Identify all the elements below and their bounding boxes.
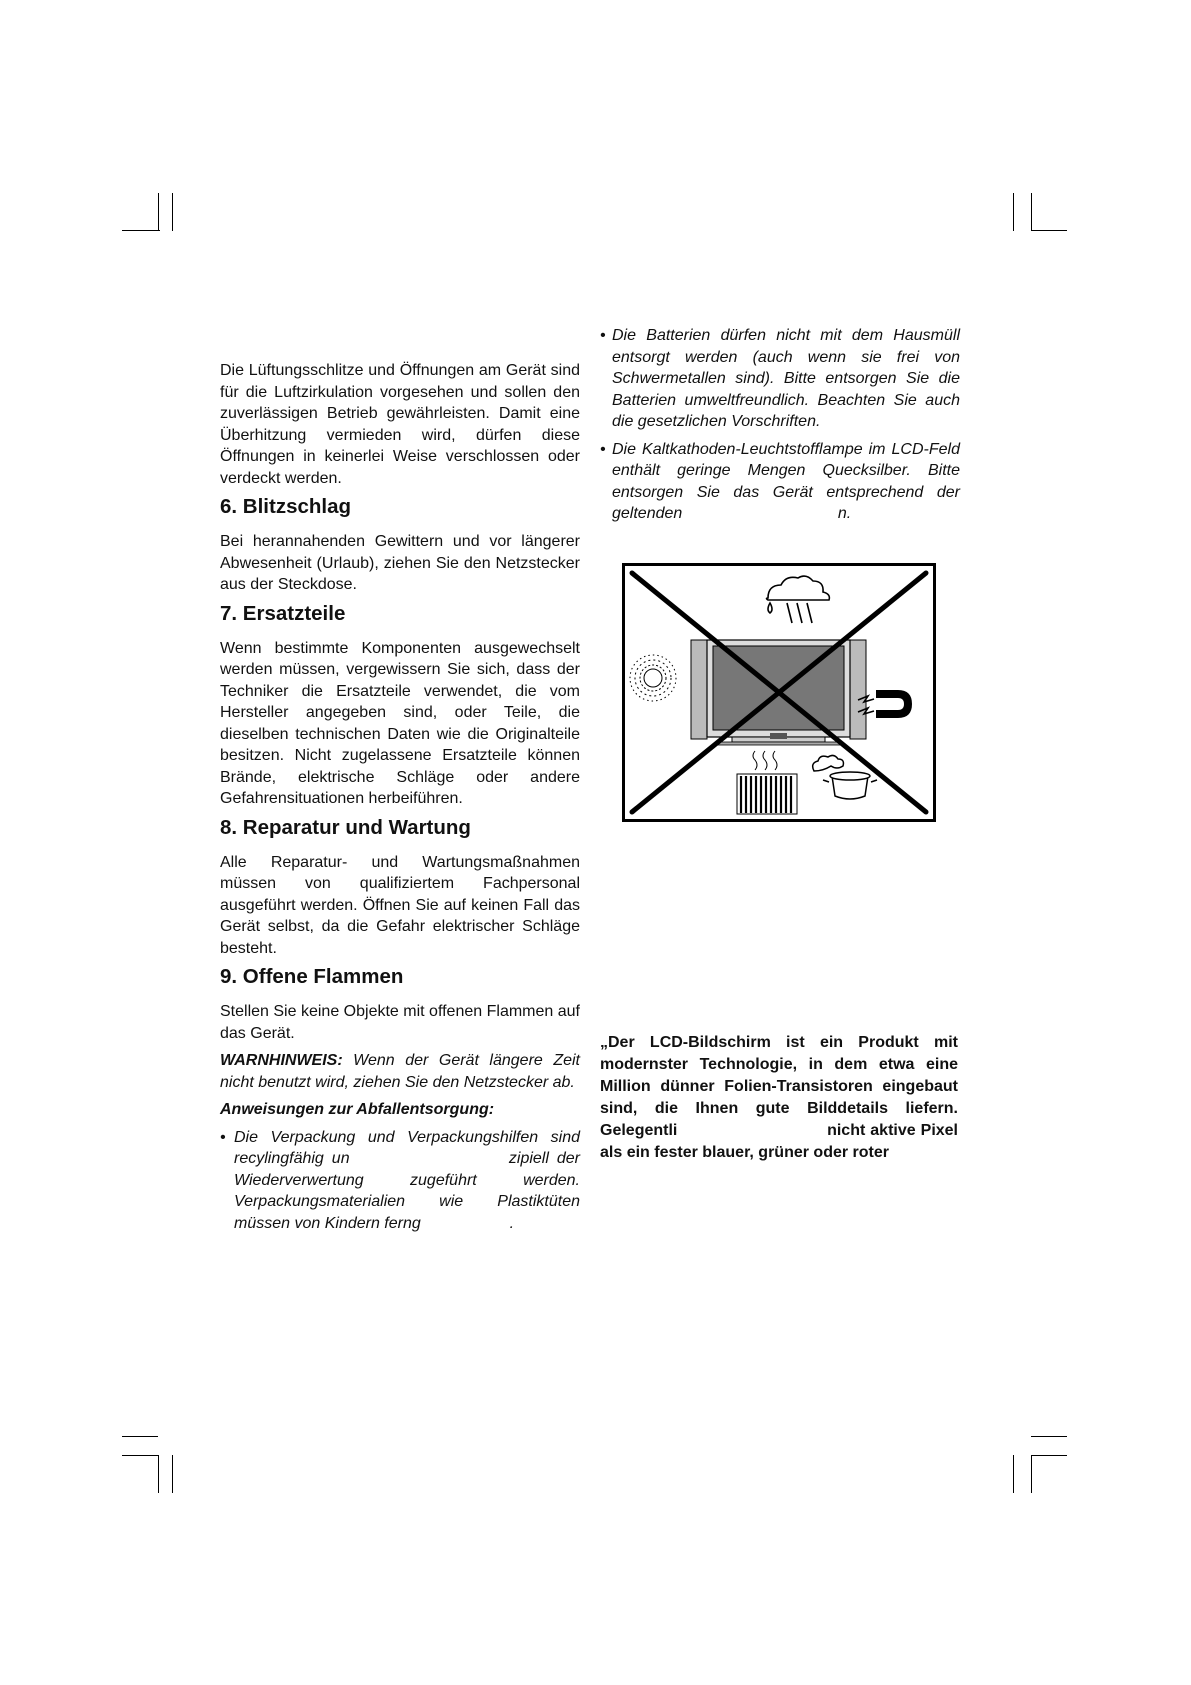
lcd-note xyxy=(600,1032,963,1170)
section-heading-spare-parts: 7. Ersatzteile xyxy=(220,601,346,625)
crop-mark xyxy=(172,1455,173,1493)
disposal-heading: Anweisungen zur Abfallentsorgung: xyxy=(220,1101,495,1118)
repair-paragraph: Alle Reparatur- und Wartungsmaßnahmen müssen von qualifiziertem Fachpersonal ausgeführt werden. Öffnen Sie auf keinen Fall das Gerät selbst, da die Gefahr elektrischer Schläge besteht. xyxy=(220,853,580,957)
warning-label: WARNHINWEIS: xyxy=(220,1052,343,1069)
crop-mark xyxy=(1031,230,1067,231)
crop-mark xyxy=(122,1455,158,1456)
right-column xyxy=(600,325,965,531)
crop-mark xyxy=(122,230,160,231)
warning-paragraph xyxy=(220,1050,580,1093)
ventilation-paragraph: Die Lüftungsschlitze und Öffnungen am Gerät sind für die Luftzirkulation vorgesehen und sollen den zuverlässigen Betrieb gewährleisten. Damit eine Überhitzung vermieden wird, dürfen diese Öffnungen in keinerlei Weise verschlossen oder verdeckt werden. xyxy=(220,362,580,487)
crop-mark xyxy=(1031,1455,1032,1493)
crop-mark xyxy=(172,193,173,231)
section-heading-lightning: 6. Blitzschlag xyxy=(220,495,352,518)
batteries-bullet: • Die Batterien dürfen nicht mit dem Hausmüll entsorgt werden (auch wenn sie frei von Schwermetallen sind). Bitte entsorgen Sie die Batterien umweltfreundlich. Beachten Sie auch die gesetzlichen Vorschriften. xyxy=(600,325,960,433)
section-heading-repair: 8. Reparatur und Wartung xyxy=(220,815,471,839)
section-heading-open-flames: 9. Offene Flammen xyxy=(220,965,404,988)
crop-mark xyxy=(1031,1436,1067,1437)
crop-mark xyxy=(158,193,159,231)
crop-mark xyxy=(1031,193,1032,231)
spare-parts-paragraph: Wenn bestimmte Komponenten ausgewechselt werden müssen, vergewissern Sie sich, dass der Techniker die Ersatzteile verwendet, die vom Hersteller angegeben sind, oder Teile, die dieselben technischen Daten wie die Originalteile besitzen. Nicht zugelassene Ersatzteile können Brände, elektrische Schläge oder andere Gefahrensituationen herbeiführen. xyxy=(220,639,580,807)
crop-mark xyxy=(1013,193,1014,231)
packaging-bullet: • Die Verpackung und Verpackungshilfen sind recylingfähig un zipiell der Wiederverwertung zugeführt werden. Verpackungsmaterialien wie Plastiktüten müssen von Kindern ferng . xyxy=(220,1127,580,1235)
crop-mark xyxy=(122,1436,158,1437)
left-column xyxy=(220,360,585,1240)
open-flames-paragraph: Stellen Sie keine Objekte mit offenen Flammen auf das Gerät. xyxy=(220,1003,580,1042)
lightning-paragraph: Bei herannahenden Gewittern und vor längerer Abwesenheit (Urlaub), ziehen Sie den Netzstecker aus der Steckdose. xyxy=(220,533,580,593)
hazard-illustration xyxy=(622,563,936,822)
crop-mark xyxy=(1013,1455,1014,1493)
lamp-bullet: • Die Kaltkathoden-Leuchtstofflampe im LCD-Feld enthält geringe Mengen Quecksilber. Bitte entsorgen Sie das Gerät entsprechend der geltenden n. xyxy=(600,439,960,525)
crop-mark xyxy=(1031,1455,1067,1456)
crop-mark xyxy=(158,1455,159,1493)
lcd-note-paragraph: „Der LCD-Bildschirm ist ein Produkt mit modernster Technologie, in dem etwa eine Million dünner Folien-Transistoren eingebaut sind, die Ihnen gute Bilddetails liefern. Gelegentli nicht aktive Pixel als ein fester blauer, grüner oder roter xyxy=(600,1034,963,1161)
warning-text: Wenn der Gerät längere Zeit nicht benutzt wird, ziehen Sie den Netzstecker ab. xyxy=(220,1052,580,1091)
